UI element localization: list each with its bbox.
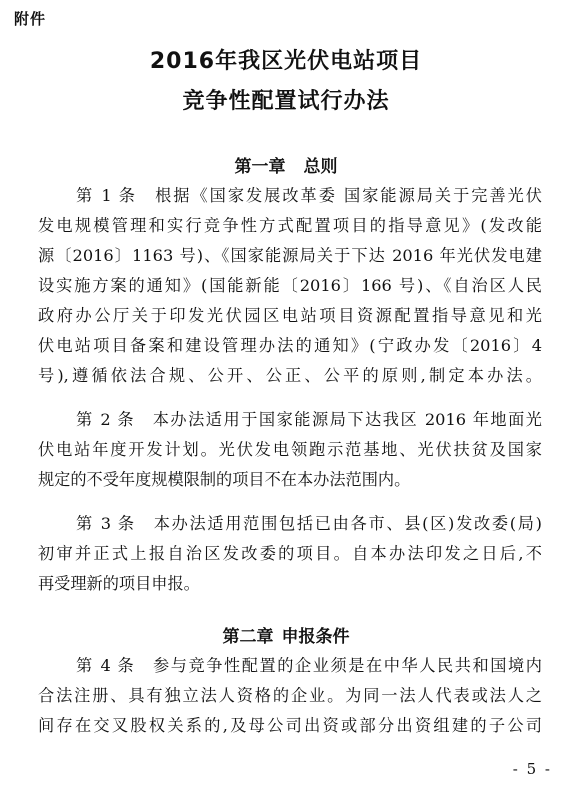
article-3-line-3: 再受理新的项目申报。	[38, 574, 200, 593]
chapter-2-heading	[0, 622, 572, 647]
article-4-line-3: 间存在交叉股权关系的,及母公司出资或部分出资组建的子公司	[38, 716, 542, 735]
article-2-line-1: 第 2 条 本办法适用于国家能源局下达我区 2016 年地面光	[76, 410, 542, 429]
attachment-label: 附件	[14, 10, 47, 28]
article-4-line-1: 第 4 条 参与竞争性配置的企业须是在中华人民共和国境内	[76, 656, 542, 675]
chapter-2-number: 第二章	[222, 627, 274, 647]
article-1-line-6: 伏电站项目备案和建设管理办法的通知》(宁政办发〔2016〕4	[38, 336, 542, 355]
article-1-line-1: 第 1 条 根据《国家发展改革委 国家能源局关于完善光伏	[76, 186, 542, 205]
article-3-line-2: 初审并正式上报自治区发改委的项目。自本办法印发之日后,不	[38, 544, 542, 563]
document-title-line-2: 竞争性配置试行办法	[182, 89, 390, 114]
article-4-line-2: 合法注册、具有独立法人资格的企业。为同一法人代表或法人之	[38, 686, 542, 705]
page-number: - 5 -	[512, 760, 552, 778]
article-1-line-5: 政府办公厅关于印发光伏园区电站项目资源配置指导意见和光	[38, 306, 542, 325]
document-title-line-1: 2016年我区光伏电站项目	[149, 49, 423, 74]
article-2-line-2: 伏电站年度开发计划。光伏发电领跑示范基地、光伏扶贫及国家	[38, 440, 542, 459]
chapter-1-heading	[0, 152, 572, 177]
article-1-line-3: 源〔2016〕1163 号)、《国家能源局关于下达 2016 年光伏发电建	[38, 246, 542, 265]
chapter-1-number: 第一章	[234, 157, 286, 177]
article-1-line-4: 设实施方案的通知》(国能新能〔2016〕166 号)、《自治区人民	[38, 276, 542, 295]
chapter-2-name: 申报条件	[281, 627, 350, 647]
article-1-line-2: 发电规模管理和实行竞争性方式配置项目的指导意见》(发改能	[38, 216, 542, 235]
article-1-line-7: 号),遵循依法合规、公开、公正、公平的原则,制定本办法。	[38, 366, 542, 385]
chapter-1-name: 总则	[303, 157, 338, 177]
article-3-line-1: 第 3 条 本办法适用范围包括已由各市、县(区)发改委(局)	[76, 514, 542, 533]
article-2-line-3: 规定的不受年度规模限制的项目不在本办法范围内。	[38, 470, 411, 489]
